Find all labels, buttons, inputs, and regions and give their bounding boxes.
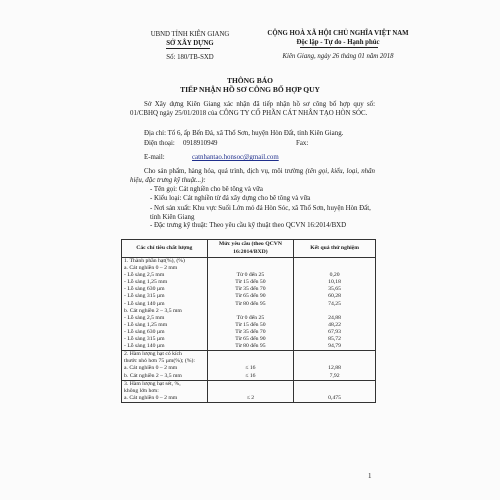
table-section-row [122, 258, 376, 351]
requirement-value: Từ 0 đến 25 [236, 272, 265, 279]
requirement-value: Từ 35 đến 70 [235, 328, 266, 335]
email-label: E-mail: [144, 154, 165, 161]
criteria-text: - Lỗ sàng 140 µm [124, 300, 165, 307]
requirement-value [210, 308, 291, 315]
address-line: Địa chỉ: Tổ 6, ấp Bến Đá, xã Thổ Sơn, huyện Hòn Đất, tỉnh Kiên Giang. [144, 130, 344, 137]
requirement-value: Từ 80 đến 95 [235, 300, 266, 307]
requirement-value [210, 351, 291, 358]
product-item: - Nơi sản xuất: Khu vực Suối Lớn mỏ đá Hòn Sóc, xã Thổ Sơn, huyện Hòn Đất, tỉnh Kiên Giang [150, 205, 371, 222]
result-value: 12,88 [328, 365, 341, 372]
fax-label: Fax: [296, 140, 309, 147]
criteria-text: - Lỗ sàng 1,25 mm [124, 279, 168, 286]
country-name: CỘNG HOÀ XÃ HỘI CHỦ NGHĨA VIỆT NAM [267, 30, 409, 37]
criteria-text: - Lỗ sàng 2,5 mm [124, 314, 165, 321]
notice-subtitle: TIẾP NHẬN HỒ SƠ CÔNG BỐ HỢP QUY [180, 85, 320, 94]
criteria-cell [122, 380, 208, 402]
product-item: - Đặc trưng kỹ thuật: Theo yêu cầu kỹ thuật theo QCVN 16:2014/BXD [150, 222, 347, 229]
criteria-text: - Lỗ sàng 1,25 mm [124, 321, 168, 328]
phone-label: Điện thoại: [144, 140, 175, 147]
criteria-text: 2. Hàm lượng hạt có kích [124, 351, 182, 358]
result-value: 67,93 [328, 328, 341, 335]
result-value: 0,20 [329, 272, 340, 279]
result-value: 35,65 [328, 286, 341, 293]
product-item: - Tên gọi: Cát nghiền cho bê tông và vữa [150, 186, 263, 193]
requirement-cell [207, 258, 293, 351]
requirement-value: Từ 65 đến 90 [235, 336, 266, 343]
requirement-value [210, 258, 291, 265]
result-cell [294, 351, 376, 380]
issuing-authority-block [130, 30, 250, 62]
product-intro-text: Cho sản phẩm, hàng hóa, quá trình, dịch vụ, môi trường [144, 168, 304, 175]
product-intro-italic: (tên gọi, kiểu, loại, nhãn hiệu, đặc trưng kỹ thuật...): [130, 168, 375, 185]
criteria-cell [122, 351, 208, 380]
header-requirement: Mức yêu cầu (theo QCVN 16:2014/BXD) [207, 240, 293, 258]
place-and-date: Kiên Giang, ngày 26 tháng 01 năm 2018 [282, 53, 394, 60]
result-value: 24,88 [328, 314, 341, 321]
result-value [296, 381, 373, 388]
result-value: 10,18 [328, 279, 341, 286]
criteria-text: - Lỗ sàng 2,5 mm [124, 272, 165, 279]
national-motto-block [258, 29, 418, 61]
result-value [296, 258, 373, 265]
criteria-text: - Lỗ sàng 315 µm [124, 293, 165, 300]
result-value: 74,25 [328, 300, 341, 307]
result-value: 7,92 [329, 372, 340, 379]
intro-paragraph: Sở Xây dựng Kiên Giang xác nhận đã tiếp nhận hồ sơ công bố hợp quy số: 01/CBHQ ngày 25/01/2018 của CÔNG TY CỔ PHẦN CÁT NHÂN TẠO HÒN SÓC. [130, 101, 375, 118]
requirement-value: ≤ 2 [246, 394, 255, 401]
criteria-text: 3. Hàm lượng hạt sét, %, [124, 380, 181, 387]
result-value: 48,22 [328, 321, 341, 328]
org-name-line1: UBND TỈNH KIÊN GIANG [150, 31, 230, 38]
criteria-text: không lớn hơn: [124, 387, 159, 394]
notice-title: THÔNG BÁO [226, 76, 274, 85]
criteria-text: b. Cát nghiền 2 – 3,5 mm [124, 372, 182, 379]
document-number: Số: 180/TB-SXD [166, 54, 214, 61]
header-criteria: Các chỉ tiêu chất lượng [122, 240, 208, 258]
result-cell [294, 380, 376, 402]
result-value: 94,79 [328, 343, 341, 350]
table-section-row [122, 351, 376, 380]
phone-value: 0918910949 [183, 140, 218, 147]
quality-spec-table [121, 239, 376, 403]
table-body [122, 258, 376, 403]
criteria-text: thước nhỏ hơn 75 µm(%); (%): [124, 358, 195, 365]
org-name-line2: SỞ XÂY DỰNG [166, 40, 214, 47]
requirement-cell [207, 351, 293, 380]
header-test-result: Kết quả thử nghiệm [294, 240, 376, 258]
motto-underline [300, 47, 378, 48]
requirement-value: Từ 15 đến 50 [235, 321, 266, 328]
criteria-text: - Lỗ sàng 630 µm [124, 286, 165, 293]
criteria-text: - Lỗ sàng 630 µm [124, 328, 165, 335]
criteria-text: 1. Thành phần hạt(%), (%) [124, 258, 185, 264]
result-value [296, 308, 373, 315]
criteria-text: - Lỗ sàng 140 µm [124, 343, 165, 350]
result-value: 0,475 [328, 394, 341, 401]
requirement-value [210, 358, 291, 365]
table-section-row [122, 380, 376, 402]
requirement-value: ≤ 16 [245, 372, 256, 379]
criteria-text: a. Cát nghiền 0 – 2 mm [124, 394, 178, 401]
result-value: 60,28 [328, 293, 341, 300]
requirement-value: Từ 35 đến 70 [235, 286, 266, 293]
requirement-value [210, 381, 291, 388]
requirement-value: Từ 65 đến 90 [235, 293, 266, 300]
result-value [296, 351, 373, 358]
requirement-value: Từ 15 đến 50 [235, 279, 266, 286]
result-value: 85,72 [328, 336, 341, 343]
criteria-text: b. Cát nghiền 2 – 3,5 mm [124, 307, 182, 314]
result-value [296, 388, 373, 395]
requirement-value: ≤ 16 [245, 365, 256, 372]
requirement-value [210, 388, 291, 395]
result-value [296, 358, 373, 365]
criteria-cell [122, 258, 208, 351]
result-value [296, 265, 373, 272]
criteria-text: a. Cát nghiền 0 – 2 mm [124, 265, 178, 272]
product-intro [130, 167, 375, 185]
criteria-text: a. Cát nghiền 0 – 2 mm [124, 365, 178, 372]
requirement-cell [207, 380, 293, 402]
org-underline [166, 48, 210, 49]
motto: Độc lập - Tự do - Hạnh phúc [296, 39, 380, 46]
criteria-text: - Lỗ sàng 315 µm [124, 336, 165, 343]
table-header-row [122, 240, 376, 258]
result-cell [294, 258, 376, 351]
email-link[interactable]: catnhantao.honsoc@gmail.com [192, 154, 279, 161]
product-item: - Kiểu loại: Cát nghiền từ đá xây dựng cho bê tông và vữa [150, 195, 311, 202]
requirement-value: Từ 0 đến 25 [236, 314, 265, 321]
requirement-value: Từ 80 đến 95 [235, 343, 266, 350]
page-number: 1 [368, 472, 372, 480]
